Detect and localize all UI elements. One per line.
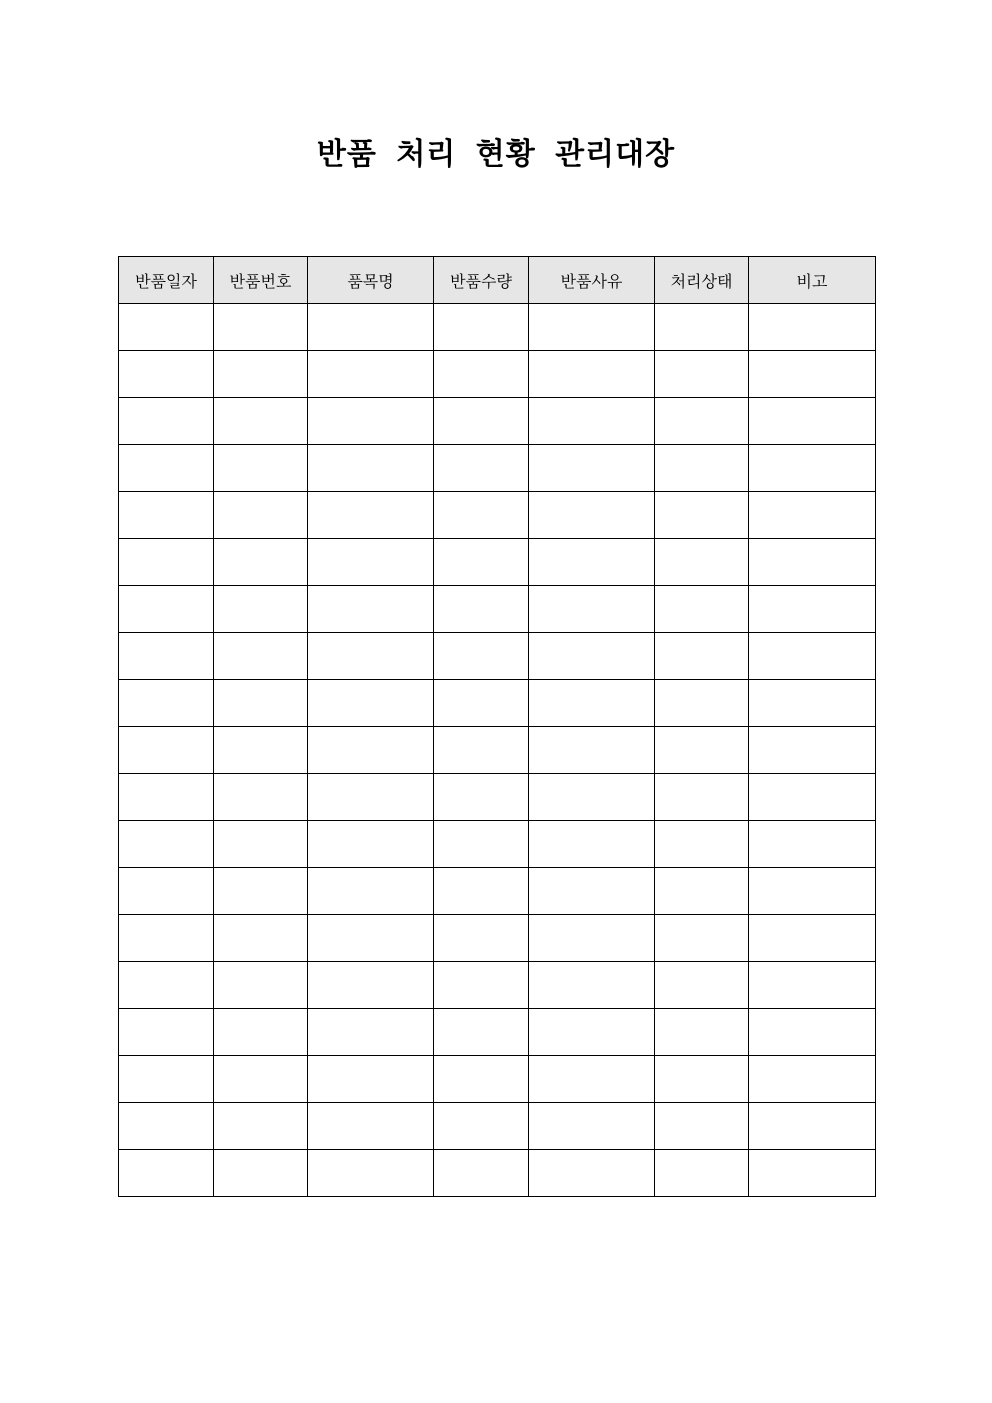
table-cell-return-number[interactable] [214,539,308,586]
table-cell-processing-status[interactable] [655,868,749,915]
table-cell-return-date[interactable] [119,1009,214,1056]
table-cell-return-reason[interactable] [529,633,655,680]
table-cell-return-reason[interactable] [529,492,655,539]
table-cell-processing-status[interactable] [655,1150,749,1197]
table-cell-return-date[interactable] [119,868,214,915]
table-cell-return-date[interactable] [119,351,214,398]
table-cell-remarks[interactable] [749,586,876,633]
table-cell-remarks[interactable] [749,915,876,962]
table-cell-return-reason[interactable] [529,1103,655,1150]
table-cell-processing-status[interactable] [655,492,749,539]
table-cell-return-reason[interactable] [529,1056,655,1103]
table-cell-item-name[interactable] [308,680,434,727]
table-cell-return-number[interactable] [214,821,308,868]
table-cell-remarks[interactable] [749,398,876,445]
table-cell-remarks[interactable] [749,1009,876,1056]
table-cell-return-date[interactable] [119,586,214,633]
table-cell-processing-status[interactable] [655,727,749,774]
table-cell-processing-status[interactable] [655,398,749,445]
table-row [119,821,876,868]
table-cell-return-quantity[interactable] [434,304,529,351]
column-header-return-quantity: 반품수량 [434,257,529,304]
table-cell-return-quantity[interactable] [434,680,529,727]
table-cell-return-number[interactable] [214,1103,308,1150]
table-cell-return-reason[interactable] [529,680,655,727]
table-cell-return-reason[interactable] [529,821,655,868]
table-row [119,539,876,586]
table-cell-processing-status[interactable] [655,915,749,962]
table-cell-processing-status[interactable] [655,586,749,633]
table-cell-processing-status[interactable] [655,304,749,351]
table-cell-return-reason[interactable] [529,539,655,586]
table-row [119,633,876,680]
table-cell-processing-status[interactable] [655,1009,749,1056]
table-cell-item-name[interactable] [308,1150,434,1197]
table-cell-item-name[interactable] [308,398,434,445]
table-cell-return-number[interactable] [214,1150,308,1197]
table-cell-return-date[interactable] [119,304,214,351]
table-cell-return-reason[interactable] [529,586,655,633]
table-cell-item-name[interactable] [308,539,434,586]
table-cell-return-number[interactable] [214,492,308,539]
table-row [119,680,876,727]
table-cell-return-quantity[interactable] [434,492,529,539]
table-cell-remarks[interactable] [749,727,876,774]
table-cell-return-number[interactable] [214,445,308,492]
table-cell-return-date[interactable] [119,915,214,962]
table-cell-return-reason[interactable] [529,868,655,915]
table-cell-remarks[interactable] [749,962,876,1009]
column-header-return-reason: 반품사유 [529,257,655,304]
column-header-remarks: 비고 [749,257,876,304]
table-cell-return-quantity[interactable] [434,962,529,1009]
table-cell-remarks[interactable] [749,821,876,868]
table-cell-return-reason[interactable] [529,727,655,774]
table-cell-return-date[interactable] [119,1056,214,1103]
table-cell-item-name[interactable] [308,868,434,915]
table-header-row [119,257,876,304]
table-cell-return-reason[interactable] [529,1009,655,1056]
table-cell-return-number[interactable] [214,680,308,727]
table-cell-processing-status[interactable] [655,445,749,492]
table-cell-return-quantity[interactable] [434,586,529,633]
table-cell-item-name[interactable] [308,633,434,680]
table-cell-processing-status[interactable] [655,821,749,868]
table-cell-return-quantity[interactable] [434,398,529,445]
table-cell-return-reason[interactable] [529,774,655,821]
table-cell-return-date[interactable] [119,774,214,821]
table-cell-remarks[interactable] [749,774,876,821]
table-cell-processing-status[interactable] [655,680,749,727]
table-cell-return-number[interactable] [214,351,308,398]
table-cell-return-reason[interactable] [529,351,655,398]
table-cell-return-number[interactable] [214,586,308,633]
table-cell-return-date[interactable] [119,445,214,492]
table-cell-return-quantity[interactable] [434,1150,529,1197]
table-cell-return-number[interactable] [214,633,308,680]
table-cell-remarks[interactable] [749,680,876,727]
table-row [119,351,876,398]
table-cell-return-quantity[interactable] [434,539,529,586]
table-row [119,962,876,1009]
table-cell-return-quantity[interactable] [434,633,529,680]
table-cell-return-reason[interactable] [529,1150,655,1197]
return-ledger-table [118,256,876,1197]
table-cell-remarks[interactable] [749,1103,876,1150]
table-row [119,915,876,962]
table-row [119,727,876,774]
table-cell-processing-status[interactable] [655,351,749,398]
table-cell-processing-status[interactable] [655,1056,749,1103]
table-row [119,304,876,351]
table-row [119,445,876,492]
table-cell-processing-status[interactable] [655,774,749,821]
table-cell-return-number[interactable] [214,398,308,445]
table-cell-item-name[interactable] [308,586,434,633]
column-header-processing-status: 처리상태 [655,257,749,304]
table-cell-return-quantity[interactable] [434,774,529,821]
table-cell-remarks[interactable] [749,1056,876,1103]
table-cell-item-name[interactable] [308,915,434,962]
table-row [119,868,876,915]
table-cell-return-reason[interactable] [529,398,655,445]
table-cell-return-reason[interactable] [529,445,655,492]
table-cell-processing-status[interactable] [655,962,749,1009]
table-cell-item-name[interactable] [308,492,434,539]
table-row [119,1009,876,1056]
table-cell-return-date[interactable] [119,821,214,868]
table-cell-return-reason[interactable] [529,962,655,1009]
table-cell-remarks[interactable] [749,539,876,586]
table-cell-remarks[interactable] [749,492,876,539]
table-cell-processing-status[interactable] [655,1103,749,1150]
table-cell-return-number[interactable] [214,1056,308,1103]
table-cell-return-number[interactable] [214,915,308,962]
table-row [119,586,876,633]
table-cell-item-name[interactable] [308,1056,434,1103]
table-cell-return-quantity[interactable] [434,1009,529,1056]
table-cell-return-date[interactable] [119,680,214,727]
table-cell-item-name[interactable] [308,1009,434,1056]
table-cell-return-number[interactable] [214,1009,308,1056]
table-cell-item-name[interactable] [308,774,434,821]
table-cell-return-reason[interactable] [529,915,655,962]
table-row [119,492,876,539]
table-cell-return-date[interactable] [119,492,214,539]
table-cell-item-name[interactable] [308,821,434,868]
table-cell-return-quantity[interactable] [434,1103,529,1150]
table-cell-return-date[interactable] [119,1103,214,1150]
table-cell-item-name[interactable] [308,445,434,492]
table-cell-processing-status[interactable] [655,539,749,586]
table-cell-return-quantity[interactable] [434,1056,529,1103]
table-cell-remarks[interactable] [749,304,876,351]
column-header-return-date: 반품일자 [119,257,214,304]
column-header-item-name: 품목명 [308,257,434,304]
table-cell-return-date[interactable] [119,633,214,680]
table-cell-item-name[interactable] [308,727,434,774]
table-cell-return-reason[interactable] [529,304,655,351]
table-cell-item-name[interactable] [308,1103,434,1150]
column-header-return-number: 반품번호 [214,257,308,304]
table-row [119,1150,876,1197]
table-cell-return-quantity[interactable] [434,868,529,915]
table-cell-return-quantity[interactable] [434,351,529,398]
table-cell-remarks[interactable] [749,868,876,915]
table-cell-return-quantity[interactable] [434,445,529,492]
table-cell-return-date[interactable] [119,539,214,586]
table-cell-return-number[interactable] [214,727,308,774]
table-cell-return-number[interactable] [214,304,308,351]
table-cell-remarks[interactable] [749,1150,876,1197]
table-cell-return-date[interactable] [119,727,214,774]
table-cell-remarks[interactable] [749,351,876,398]
table-row [119,774,876,821]
table-cell-return-date[interactable] [119,1150,214,1197]
table-cell-processing-status[interactable] [655,633,749,680]
table-cell-item-name[interactable] [308,962,434,1009]
page-title: 반품 처리 현황 관리대장 [316,137,676,172]
table-body [119,304,876,1197]
table-cell-return-quantity[interactable] [434,915,529,962]
table-cell-return-number[interactable] [214,774,308,821]
table-cell-item-name[interactable] [308,351,434,398]
table-cell-return-date[interactable] [119,398,214,445]
table-cell-return-quantity[interactable] [434,727,529,774]
table-cell-remarks[interactable] [749,633,876,680]
table-row [119,398,876,445]
table-cell-return-number[interactable] [214,868,308,915]
table-cell-return-date[interactable] [119,962,214,1009]
table-cell-return-number[interactable] [214,962,308,1009]
table-row [119,1103,876,1150]
table-cell-return-quantity[interactable] [434,821,529,868]
table-cell-item-name[interactable] [308,304,434,351]
table-row [119,1056,876,1103]
table-cell-remarks[interactable] [749,445,876,492]
